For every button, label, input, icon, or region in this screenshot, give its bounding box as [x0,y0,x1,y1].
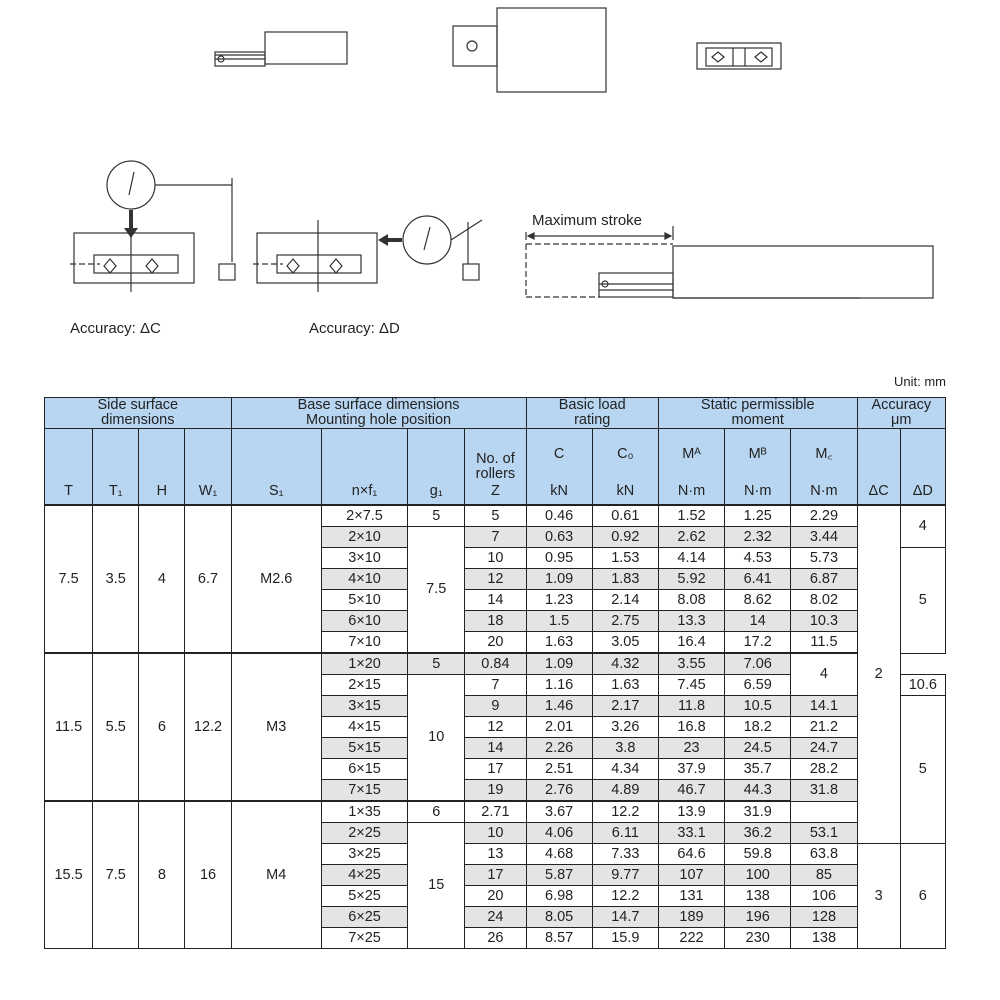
cell-t1: 5.5 [93,653,139,801]
col-header-z [465,429,526,506]
cell-ma: 222 [658,928,724,949]
cell-c: 0.63 [526,527,592,548]
front-view-drawing [453,8,606,92]
cell-t1: 7.5 [93,801,139,949]
cell-nf1: 1×35 [321,801,407,823]
cell-z: 12 [465,569,526,590]
cell-c: 4.06 [526,823,592,844]
cell-g1: 5 [408,505,465,527]
cell-mc: 128 [791,907,857,928]
cell-mb: 44.3 [725,780,791,802]
cell-c0: 7.33 [592,844,658,865]
cell-ma: 2.62 [658,527,724,548]
cell-mb: 36.2 [725,823,791,844]
cell-t: 7.5 [45,505,93,653]
cell-accuracy-dc: 3 [857,844,900,949]
cell-c0: 3.67 [526,801,592,823]
cell-z: 19 [465,780,526,802]
cell-g1: 10 [408,675,465,802]
cell-z: 7 [465,675,526,696]
cell-ma: 33.1 [658,823,724,844]
cell-z: 13 [465,844,526,865]
cell-ma: 11.8 [658,696,724,717]
cell-mb: 230 [725,928,791,949]
col-c0-symbol: C₀ [617,446,634,462]
cell-nf1: 2×15 [321,675,407,696]
cell-nf1: 5×10 [321,590,407,611]
cell-mc: 14.1 [791,696,857,717]
cell-accuracy-dd: 5 [900,548,945,654]
cell-z: 17 [465,865,526,886]
cell-ma: 1.52 [658,505,724,527]
cell-c0: 2.14 [592,590,658,611]
cell-mc: 6.87 [791,569,857,590]
cell-z: 12 [465,717,526,738]
cell-z: 10 [465,548,526,569]
cell-nf1: 4×10 [321,569,407,590]
cell-ma: 4.32 [592,653,658,675]
cell-z: 17 [465,759,526,780]
cell-c: 0.46 [526,505,592,527]
group-side-surface [45,398,232,429]
cell-c0: 3.05 [592,632,658,654]
cell-s1: M3 [231,653,321,801]
specification-table [44,397,946,949]
cell-c0: 1.63 [592,675,658,696]
cell-ma: 64.6 [658,844,724,865]
cell-mc: 3.44 [791,527,857,548]
table-row [45,653,946,675]
col-c-unit: kN [550,483,568,500]
cell-c: 1.16 [526,675,592,696]
col-ma-unit: N·m [677,483,706,500]
cell-mc: 11.5 [791,632,857,654]
cell-c0: 12.2 [592,886,658,907]
group-accuracy [857,398,945,429]
cell-c0: 3.26 [592,717,658,738]
cell-z: 20 [465,886,526,907]
cell-accuracy-dd: 6 [900,844,945,949]
group-side-line1: Side surface [97,397,179,413]
cell-c0: 15.9 [592,928,658,949]
cell-nf1: 5×15 [321,738,407,759]
cell-c0: 9.77 [592,865,658,886]
cell-c: 1.23 [526,590,592,611]
cell-mb: 59.8 [725,844,791,865]
cell-c: 0.95 [526,548,592,569]
cell-h: 8 [139,801,185,949]
cell-z: 14 [465,738,526,759]
cell-z: 6 [408,801,465,823]
cell-ma: 8.08 [658,590,724,611]
cell-nf1: 4×15 [321,717,407,738]
cell-c0: 4.89 [592,780,658,802]
group-moment-line1: Static permissible [700,397,815,413]
cell-accuracy-dd: 4 [791,653,857,696]
cell-mc: 5.73 [791,548,857,569]
cell-mc: 10.6 [900,675,945,696]
cell-nf1: 6×15 [321,759,407,780]
cell-mc: 85 [791,865,857,886]
col-header-nf1: n×f₁ [321,429,407,506]
cell-mb: 196 [725,907,791,928]
cell-accuracy-dd: 4 [900,505,945,548]
cell-mb: 6.41 [725,569,791,590]
table-row [45,505,946,527]
cell-w1: 6.7 [185,505,231,653]
col-ma-symbol: Mᴬ [682,446,701,462]
cell-mb: 100 [725,865,791,886]
table-body [45,505,946,949]
cell-nf1: 7×25 [321,928,407,949]
cell-nf1: 1×20 [321,653,407,675]
cell-nf1: 2×7.5 [321,505,407,527]
cell-nf1: 7×10 [321,632,407,654]
cell-mb: 8.62 [725,590,791,611]
group-base-line2: Mounting hole position [306,412,452,429]
cell-z: 14 [465,590,526,611]
cell-ma: 16.8 [658,717,724,738]
group-side-line2: dimensions [101,412,175,429]
cell-nf1: 5×25 [321,886,407,907]
cell-c0: 4.34 [592,759,658,780]
cell-nf1: 3×25 [321,844,407,865]
cell-c: 6.98 [526,886,592,907]
cell-mb: 3.55 [658,653,724,675]
cell-c: 2.76 [526,780,592,802]
col-header-t1: T₁ [93,429,139,506]
cell-nf1: 3×10 [321,548,407,569]
col-header-c [526,429,592,506]
cell-mb: 17.2 [725,632,791,654]
cell-c: 4.68 [526,844,592,865]
group-base-surface [231,398,526,429]
cell-mc: 10.3 [791,611,857,632]
unit-label: Unit: mm [894,374,946,389]
cell-c0: 1.83 [592,569,658,590]
accuracy-d-drawing [253,216,482,292]
cell-mc: 31.8 [791,780,857,802]
accuracy-c-drawing [70,161,235,292]
col-header-c0 [592,429,658,506]
col-header-s1: S₁ [231,429,321,506]
col-header-mc [791,429,857,506]
cell-z: 7 [465,527,526,548]
col-mb-unit: N·m [744,483,772,500]
cell-mc: 63.8 [791,844,857,865]
cell-ma: 37.9 [658,759,724,780]
cell-g1: 7.5 [408,527,465,654]
cell-ma: 131 [658,886,724,907]
cell-mb: 138 [725,886,791,907]
col-c-symbol: C [553,446,565,462]
cell-mc: 24.7 [791,738,857,759]
cell-s1: M2.6 [231,505,321,653]
col-mb-symbol: Mᴮ [748,446,767,462]
cell-c0: 0.61 [592,505,658,527]
cell-t: 15.5 [45,801,93,949]
group-accuracy-line2: μm [891,412,912,429]
cell-ma: 7.45 [658,675,724,696]
cell-z: 26 [465,928,526,949]
cell-mb: 2.32 [725,527,791,548]
cell-z: 5 [408,653,465,675]
cell-mc: 53.1 [791,823,857,844]
cell-c: 0.84 [465,653,526,675]
col-header-ma [658,429,724,506]
cell-h: 4 [139,505,185,653]
group-load-rating [526,398,658,429]
col-z-line2: rollers [475,466,516,482]
maximum-stroke-label: Maximum stroke [532,212,643,229]
group-accuracy-line1: Accuracy [871,397,932,413]
cell-c: 2.51 [526,759,592,780]
cell-nf1: 6×10 [321,611,407,632]
cell-nf1: 2×25 [321,823,407,844]
cell-c0: 2.75 [592,611,658,632]
technical-drawings [0,0,1000,370]
cell-ma: 12.2 [592,801,658,823]
cell-mb: 18.2 [725,717,791,738]
cell-c0: 0.92 [592,527,658,548]
cell-accuracy-dc: 2 [857,505,900,844]
side-view-drawing [215,32,347,66]
col-header-dd: ΔD [900,429,945,506]
col-z-line1: No. of [476,450,515,467]
cell-mc: 7.06 [725,653,791,675]
cell-mb: 24.5 [725,738,791,759]
cell-nf1: 6×25 [321,907,407,928]
accuracy-c-label: Accuracy: ΔC [70,320,161,337]
maximum-stroke-drawing [526,226,933,298]
cell-c: 1.5 [526,611,592,632]
cell-mb: 4.53 [725,548,791,569]
cell-w1: 12.2 [185,653,231,801]
cell-nf1: 2×10 [321,527,407,548]
cell-z: 10 [465,823,526,844]
cell-z: 24 [465,907,526,928]
cell-ma: 5.92 [658,569,724,590]
group-base-line1: Base surface dimensions [297,397,460,413]
col-mc-symbol: M꜀ [815,446,833,462]
cell-c0: 3.8 [592,738,658,759]
col-header-w1: W₁ [185,429,231,506]
cell-c0: 2.17 [592,696,658,717]
cell-nf1: 3×15 [321,696,407,717]
cell-accuracy-dd: 5 [900,696,945,844]
cell-mc: 2.29 [791,505,857,527]
cell-t: 11.5 [45,653,93,801]
cell-w1: 16 [185,801,231,949]
cell-c: 1.63 [526,632,592,654]
cell-mc: 8.02 [791,590,857,611]
cell-h: 6 [139,653,185,801]
cell-mb: 1.25 [725,505,791,527]
cell-ma: 16.4 [658,632,724,654]
cell-ma: 13.3 [658,611,724,632]
cell-c: 8.57 [526,928,592,949]
col-header-dc: ΔC [857,429,900,506]
cell-ma: 189 [658,907,724,928]
table-row [45,801,946,823]
cell-mb: 10.5 [725,696,791,717]
col-header-h: H [139,429,185,506]
cell-c0: 6.11 [592,823,658,844]
cell-c: 2.71 [465,801,526,823]
group-load-line2: rating [574,412,611,429]
cell-mb: 6.59 [725,675,791,696]
cell-c: 1.46 [526,696,592,717]
group-load-line1: Basic load [558,397,626,413]
cell-z: 20 [465,632,526,654]
cell-mb: 35.7 [725,759,791,780]
cell-t1: 3.5 [93,505,139,653]
group-static-moment [658,398,857,429]
cell-nf1: 7×15 [321,780,407,802]
cell-c0: 14.7 [592,907,658,928]
cell-c: 2.26 [526,738,592,759]
accuracy-d-label: Accuracy: ΔD [309,320,400,337]
cell-ma: 23 [658,738,724,759]
cell-nf1: 4×25 [321,865,407,886]
cell-ma: 4.14 [658,548,724,569]
cell-mb: 14 [725,611,791,632]
col-header-mb [725,429,791,506]
cell-g1: 15 [408,823,465,949]
cell-c: 8.05 [526,907,592,928]
cell-z: 18 [465,611,526,632]
cell-c: 1.09 [526,569,592,590]
cell-mb: 13.9 [658,801,724,823]
cell-c: 2.01 [526,717,592,738]
cell-mc: 31.9 [725,801,791,823]
cell-mc: 106 [791,886,857,907]
col-z-line3: Z [490,483,500,500]
cross-section-drawing [697,43,781,69]
col-c0-unit: kN [616,483,635,500]
cell-ma: 46.7 [658,780,724,802]
col-header-g1: g₁ [408,429,465,506]
col-mc-unit: N·m [810,483,838,500]
cell-mc: 28.2 [791,759,857,780]
cell-mc: 138 [791,928,857,949]
cell-c: 5.87 [526,865,592,886]
cell-mc: 21.2 [791,717,857,738]
cell-z: 9 [465,696,526,717]
cell-c0: 1.53 [592,548,658,569]
cell-c0: 1.09 [526,653,592,675]
cell-ma: 107 [658,865,724,886]
group-moment-line2: moment [731,412,784,429]
col-header-t: T [45,429,93,506]
cell-s1: M4 [231,801,321,949]
cell-z: 5 [465,505,526,527]
